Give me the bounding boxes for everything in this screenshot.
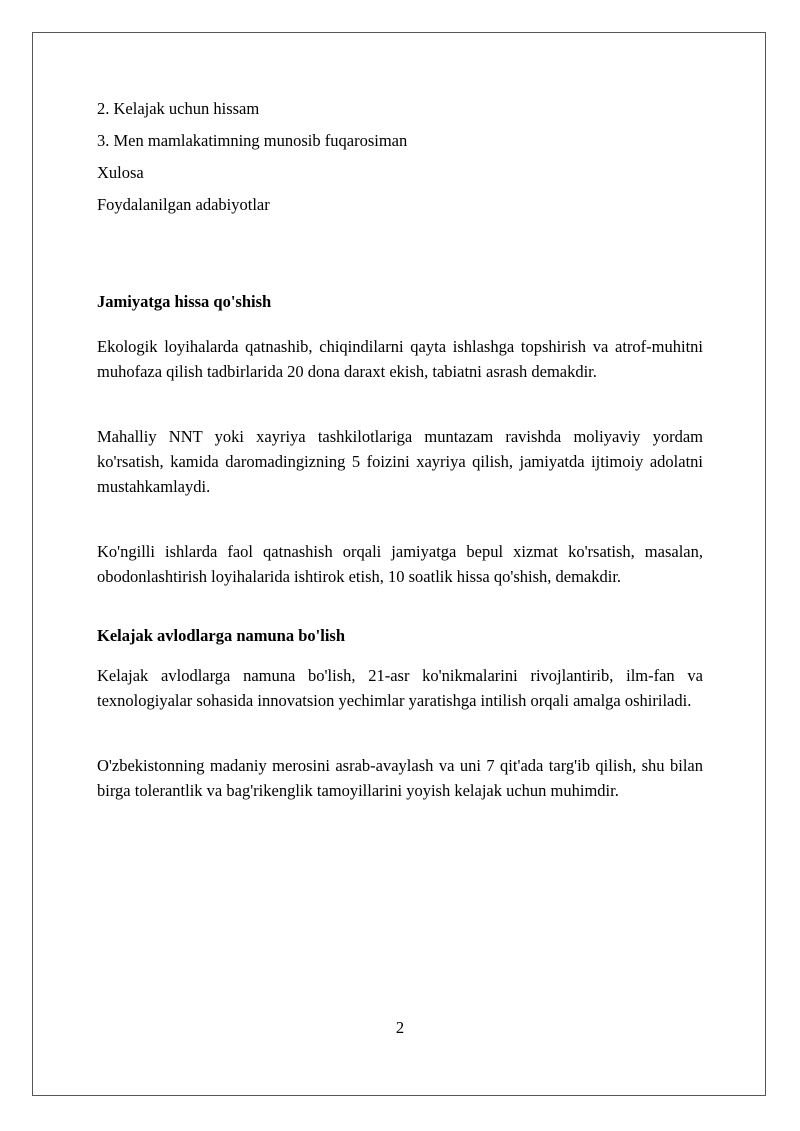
toc-item: 2. Kelajak uchun hissam [97, 99, 260, 118]
page-number: 2 [395, 1018, 405, 1037]
paragraph: Mahalliy NNT yoki xayriya tashkilotlariga muntazam ravishda moliyaviy yordam ko'rsatish, kamida daromadingizning 5 foizini xayriya qilish, jamiyatda ijtimoiy adolatni mustahkamlaydi. [97, 427, 703, 496]
paragraph: O'zbekistonning madaniy merosini asrab-avaylash va uni 7 qit'ada targ'ib qilish, shu bilan birga tolerantlik va bag'rikenglik tamoyillarini yoyish kelajak uchun muhimdir. [97, 756, 703, 800]
paragraph: Ko'ngilli ishlarda faol qatnashish orqali jamiyatga bepul xizmat ko'rsatish, masalan, obodonlashtirish loyihalarida ishtirok etish, 10 soatlik hissa qo'shish, demakdir. [97, 542, 703, 586]
toc-item: Xulosa [97, 163, 144, 182]
paragraph: Ekologik loyihalarda qatnashib, chiqindilarni qayta ishlashga topshirish va atrof-muhitni muhofaza qilish tadbirlarida 20 dona daraxt ekish, tabiatni asrash demakdir. [97, 337, 703, 381]
section-heading-jamiyatga-hissa: Jamiyatga hissa qo'shish [97, 292, 272, 311]
paragraph: Kelajak avlodlarga namuna bo'lish, 21-asr ko'nikmalarini rivojlantirib, ilm-fan va texnologiyalar sohasida innovatsion yechimlar yaratishga intilish orqali amalga oshiriladi. [97, 666, 703, 710]
document-body [97, 96, 703, 803]
toc-item: 3. Men mamlakatimning munosib fuqarosiman [97, 131, 408, 150]
toc-item: Foydalanilgan adabiyotlar [97, 195, 270, 214]
section-heading-kelajak-avlodlar: Kelajak avlodlarga namuna bo'lish [97, 626, 346, 645]
